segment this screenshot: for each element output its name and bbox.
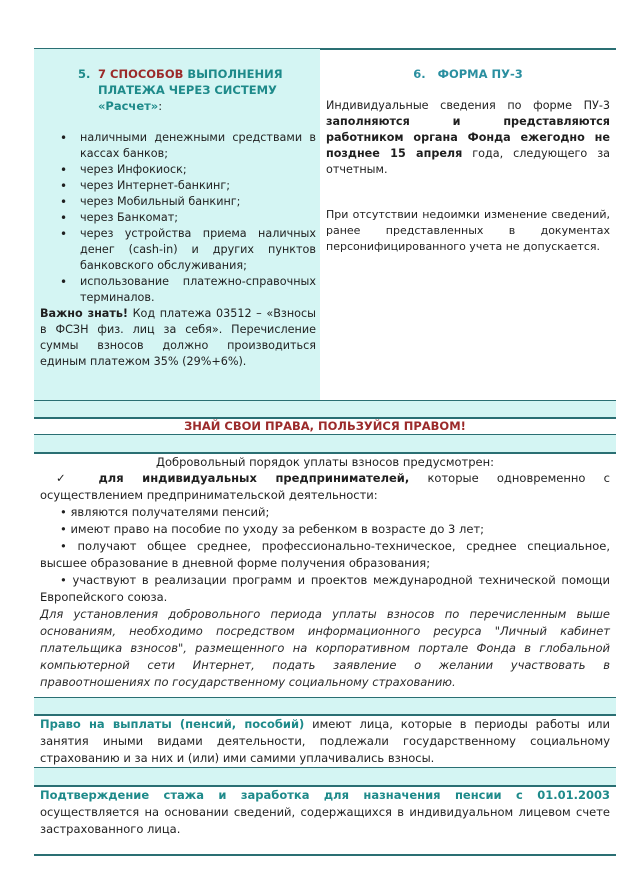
important-note-text: Код платежа 03512 – «Взносы в ФСЗН физ. лиц за себя». Перечисление суммы взносов должно производиться единым платежом 35% (29%+6%).: [40, 307, 316, 368]
rights-band-bottom: [34, 768, 616, 785]
section-6-heading: [320, 67, 616, 81]
voluntary-item-text: имеют право на пособие по уходу за ребенком в возрасте до 3 лет;: [70, 522, 485, 536]
confirmation-paragraph: [40, 787, 610, 838]
entrepreneurs-text: которые одновременно с осуществлением предпринимательской деятельности:: [40, 471, 610, 502]
entrepreneurs-criterion: [40, 470, 610, 504]
voluntary-italic-note: Для установления добровольного периода уплаты взносов по перечисленным выше основаниям, необходимо посредством информационного ресурса "Личный кабинет плательщика взносов", размещенного на корпоративном портале Фонда в глобальной компьютерной сети Интернет, подать заявление о желании участвовать в правоотношениях по государственному социальному страхованию.: [40, 607, 610, 689]
bullet-icon: •: [60, 539, 78, 553]
list-item: • наличными денежными средствами в кассах банков;: [38, 130, 316, 162]
bullet-icon: •: [60, 573, 73, 587]
payment-methods-list: [38, 130, 316, 306]
rights-band-top: [34, 698, 616, 714]
section-5-title-colon: :: [158, 99, 163, 113]
voluntary-item: [40, 521, 610, 538]
voluntary-item: [40, 538, 610, 572]
list-item: • использование платежно-справочных терминалов.: [38, 274, 316, 306]
voluntary-item: [40, 572, 610, 606]
voluntary-body: [40, 470, 610, 691]
list-item: • через Интернет-банкинг;: [38, 178, 316, 194]
checkmark-icon: ✓: [56, 471, 99, 485]
section-6-paragraph-2: При отсутствии недоимки изменение сведений, ранее представленных в документах персонифицированного учета не допускается.: [326, 208, 610, 253]
section-5-number: 5.: [78, 67, 91, 81]
confirmation-label: Подтверждение стажа и заработка для назначения пенсии с 01.01.2003: [40, 788, 610, 802]
list-item: • через Инфокиоск;: [38, 162, 316, 178]
voluntary-item-text: являются получателями пенсий;: [70, 505, 270, 519]
important-note-label: Важно знать!: [40, 307, 129, 320]
voluntary-item-text: получают общее среднее, профессионально-техническое, среднее специальное, высшее образование в дневной форме получения образования;: [40, 539, 610, 570]
bullet-icon: •: [60, 505, 71, 519]
pu3-deadline: заполняются и представляются работником органа Фонда ежегодно не позднее 15 апреля: [326, 115, 610, 160]
voluntary-item: [40, 504, 610, 521]
banner-band-top: [34, 401, 616, 417]
list-item: • через Мобильный банкинг;: [38, 194, 316, 210]
voluntary-item-text: участвуют в реализации программ и проектов международной технической помощи Европейского союза.: [40, 573, 610, 604]
list-item: • через Банкомат;: [38, 210, 316, 226]
section-5-title-teal-2: ПЛАТЕЖА ЧЕРЕЗ СИСТЕМУ: [98, 83, 277, 97]
rights-text: имеют лица, которые в периоды работы или занятия иными видами деятельности, подлежали государственному социальному страхованию и за них и (или) ими самими уплачивались взносы.: [40, 717, 610, 765]
section-5-title-teal-1: ВЫПОЛНЕНИЯ: [183, 67, 283, 81]
section-5-panel: [34, 49, 320, 400]
important-note: [40, 306, 316, 370]
section-5-title-red: 7 СПОСОБОВ: [98, 67, 184, 81]
banner-title: ЗНАЙ СВОИ ПРАВА, ПОЛЬЗУЙСЯ ПРАВОМ!: [184, 419, 466, 433]
list-item: • через устройства приема наличных денег (cash-in) и других пунктов банковского обслуживания;: [38, 226, 316, 274]
section-6-title: ФОРМА ПУ-3: [437, 67, 523, 81]
section-6-paragraph-1: [326, 98, 610, 178]
section-6-panel: [320, 49, 616, 400]
banner-band-bottom: [34, 435, 616, 452]
entrepreneurs-label: для индивидуальных предпринимателей,: [98, 471, 410, 485]
pu3-intro: Индивидуальные сведения по форме ПУ-3: [326, 99, 610, 112]
pu3-end: года, следующего за отчетным.: [326, 147, 611, 176]
section-6-number: 6.: [413, 67, 426, 81]
rights-label: Право на выплаты (пенсий, пособий): [40, 717, 305, 731]
bottom-rule: [34, 854, 616, 856]
rights-paragraph: [40, 716, 610, 767]
voluntary-intro: Добровольный порядок уплаты взносов предусмотрен:: [155, 455, 495, 469]
bullet-icon: •: [60, 522, 71, 536]
section-5-title-teal-3: «Расчет»: [98, 99, 159, 113]
section-5-heading: [78, 66, 288, 114]
confirmation-text: осуществляется на основании сведений, содержащихся в индивидуальном лицевом счете застрахованного лица.: [40, 805, 610, 836]
